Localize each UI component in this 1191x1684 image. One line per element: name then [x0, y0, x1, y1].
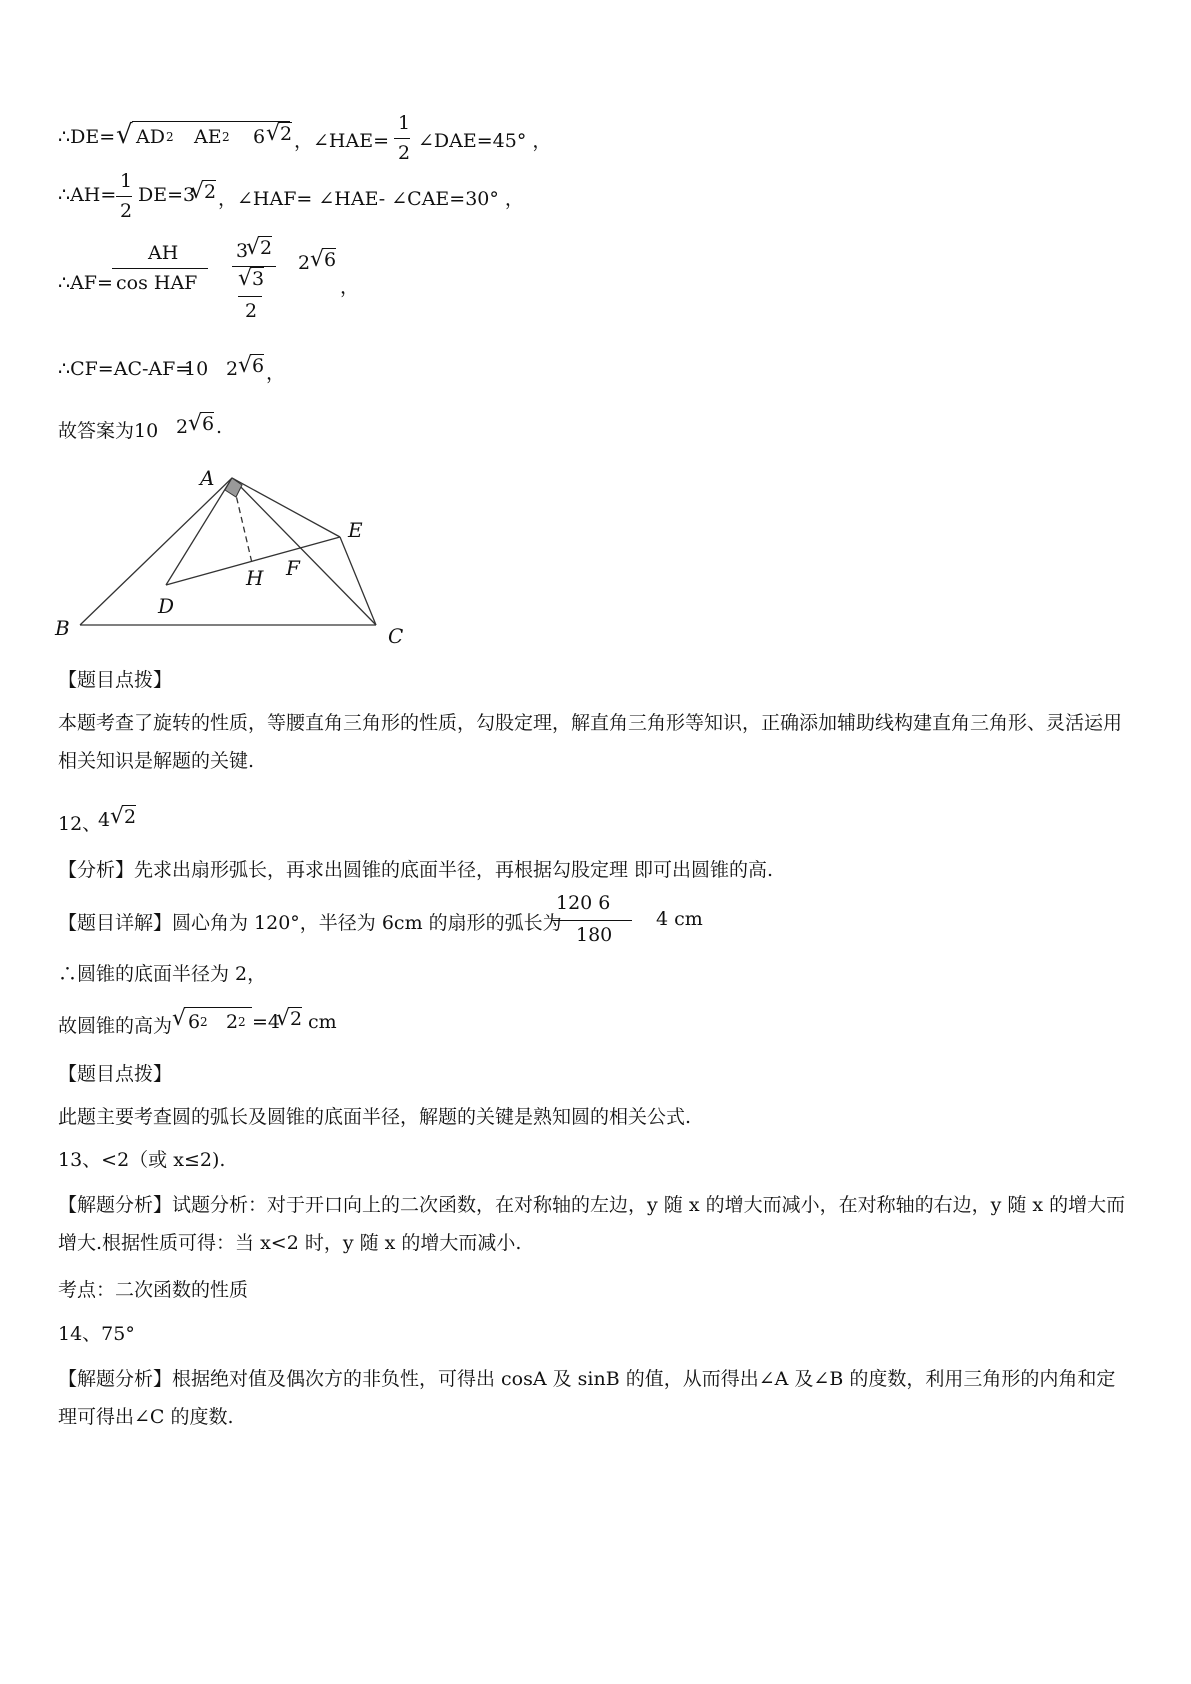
answer-tail: . — [216, 416, 223, 438]
q12-height-rad: 2 — [290, 1008, 303, 1030]
q12-detail-line — [58, 892, 758, 946]
tip11-text: 本题考查了旋转的性质，等腰直角三角形的性质，勾股定理，解直角三角形等知识，正确添加辅助线构建直角三角形、灵活运用相关知识是解题的关键. — [58, 712, 1123, 772]
de-radicand-a: AD — [136, 126, 165, 148]
q13-point: 考点：二次函数的性质 — [58, 1279, 249, 1301]
de-tail: ∠DAE=45° ， — [418, 130, 552, 152]
af-frac-num: AH — [148, 242, 179, 264]
answer-coef: 2 — [176, 416, 189, 438]
q12-label: 12、 — [58, 813, 102, 835]
af-frac-den: cos HAF — [116, 272, 198, 294]
de-sup-a: 2 — [166, 130, 174, 144]
sqrt-sign: √ — [276, 1006, 291, 1031]
answer-prefix: 故答案为10 — [58, 420, 159, 442]
af-den-rad: 3 — [252, 268, 265, 290]
sqrt-sign: √ — [266, 121, 281, 146]
ah-frac-den: 2 — [120, 200, 133, 222]
q13-analysis: 【解题分析】试题分析：对于开口向上的二次函数，在对称轴的左边，y 随 x 的增大而减小，在对称轴的右边，y 随 x 的增大而增大.根据性质可得：当 x<2 时，y 随 x 的增大而减小. — [58, 1194, 1126, 1254]
q12-tip-heading: 【题目点拨】 — [58, 1063, 173, 1085]
de-prefix: ∴DE= — [58, 126, 116, 148]
label-e: E — [348, 518, 363, 542]
sqrt-sign: √ — [188, 411, 203, 436]
answer-line — [58, 410, 758, 446]
q12-rad: 2 — [124, 806, 137, 828]
q12-height-tail: cm — [308, 1011, 337, 1033]
answer-rad: 6 — [202, 413, 215, 435]
label-h: H — [246, 566, 264, 590]
af-line — [58, 232, 758, 332]
q14-analysis: 【解题分析】根据绝对值及偶次方的非负性，可得出 cosA 及 sinB 的值，从而得出∠A 及∠B 的度数，利用三角形的内角和定理可得出∠C 的度数. — [58, 1368, 1116, 1428]
de-sup-b: 2 — [222, 130, 230, 144]
ah-prefix: ∴AH= — [58, 184, 117, 206]
label-d: D — [158, 594, 175, 618]
segment-ae — [232, 478, 340, 537]
q12-analysis: 【分析】先求出扇形弧长，再求出圆锥的底面半径，再根据勾股定理 即可出圆锥的高. — [58, 859, 774, 881]
de-rad: 2 — [280, 123, 293, 145]
frac-bar — [552, 920, 632, 921]
label-a: A — [200, 466, 215, 490]
segment-ac — [232, 478, 376, 625]
cf-a: 10 — [184, 358, 209, 380]
cf-line — [58, 352, 758, 388]
q12-height-sup-a: 2 — [200, 1015, 208, 1029]
q12-radius: ∴圆锥的底面半径为 2， — [58, 963, 267, 985]
sqrt-sign: √ — [238, 266, 253, 291]
de-mid: ，∠HAE= — [294, 130, 390, 152]
geometry-figure — [50, 455, 430, 655]
sqrt-sign: √ — [190, 179, 205, 204]
cf-rad: 6 — [252, 355, 265, 377]
q14-label: 14、75° — [58, 1323, 135, 1345]
q12-height-line — [58, 1005, 558, 1039]
frac-bar — [238, 296, 262, 297]
de-radicand-b: AE — [194, 126, 222, 148]
sqrt-sign: √ — [246, 235, 261, 260]
label-f: F — [286, 556, 300, 580]
q12-height-sup-b: 2 — [238, 1015, 246, 1029]
q12-detail-prefix: 【题目详解】圆心角为 120°，半径为 6cm 的扇形的弧长为 — [58, 912, 562, 934]
segment-ab — [80, 478, 232, 625]
frac-bar — [394, 138, 410, 139]
frac-bar — [116, 196, 132, 197]
de-coef: 6 — [253, 126, 266, 148]
de-line — [58, 112, 758, 178]
af-den-den: 2 — [245, 300, 258, 322]
sqrt-sign: √ — [116, 120, 133, 150]
tip11-heading: 【题目点拨】 — [58, 669, 173, 691]
cf-prefix: ∴CF=AC-AF= — [58, 358, 192, 380]
ah-rad: 2 — [204, 181, 217, 203]
sqrt-bar — [186, 1007, 252, 1008]
af-num-rad: 2 — [260, 237, 273, 259]
ah-tail: ，∠HAF= ∠HAE- ∠CAE=30° ， — [218, 188, 524, 210]
q12-tip-text: 此题主要考查圆的弧长及圆锥的底面半径，解题的关键是熟知圆的相关公式. — [58, 1106, 692, 1128]
q13-label: 13、<2（或 x≤2). — [58, 1149, 226, 1171]
af-val-rad: 6 — [324, 249, 337, 271]
cf-tail: ， — [266, 362, 286, 384]
af-val-coef: 2 — [298, 252, 311, 274]
q12-detail-den: 180 — [576, 924, 613, 946]
cf-coef: 2 — [226, 358, 239, 380]
sqrt-sign: √ — [110, 804, 125, 829]
sqrt-sign: √ — [238, 353, 253, 378]
segment-ec — [340, 537, 376, 625]
ah-frac-num: 1 — [120, 170, 133, 192]
q12-height-mid: =4 — [252, 1011, 281, 1033]
q12-height-prefix: 故圆锥的高为 — [58, 1015, 173, 1037]
frac-bar — [112, 268, 208, 269]
label-b: B — [55, 616, 70, 640]
de-frac-den: 2 — [398, 142, 411, 164]
af-prefix: ∴AF= — [58, 272, 113, 294]
right-angle-marker — [225, 478, 242, 497]
q12-coef: 4 — [98, 809, 111, 831]
label-c: C — [388, 624, 404, 648]
ah-line — [58, 170, 758, 230]
sqrt-sign: √ — [172, 1006, 187, 1031]
q12-detail-num: 120 6 — [556, 892, 611, 914]
q12-height-rad-a: 6 — [188, 1011, 201, 1033]
sqrt-sign: √ — [310, 247, 325, 272]
q12-line — [58, 805, 358, 837]
af-num-coef: 3 — [236, 240, 249, 262]
q12-height-rad-b: 2 — [226, 1011, 239, 1033]
de-frac-num: 1 — [398, 112, 411, 134]
ah-mid: DE=3 — [138, 184, 196, 206]
q12-detail-tail: 4 cm — [656, 908, 703, 930]
af-tail: ， — [340, 276, 360, 298]
